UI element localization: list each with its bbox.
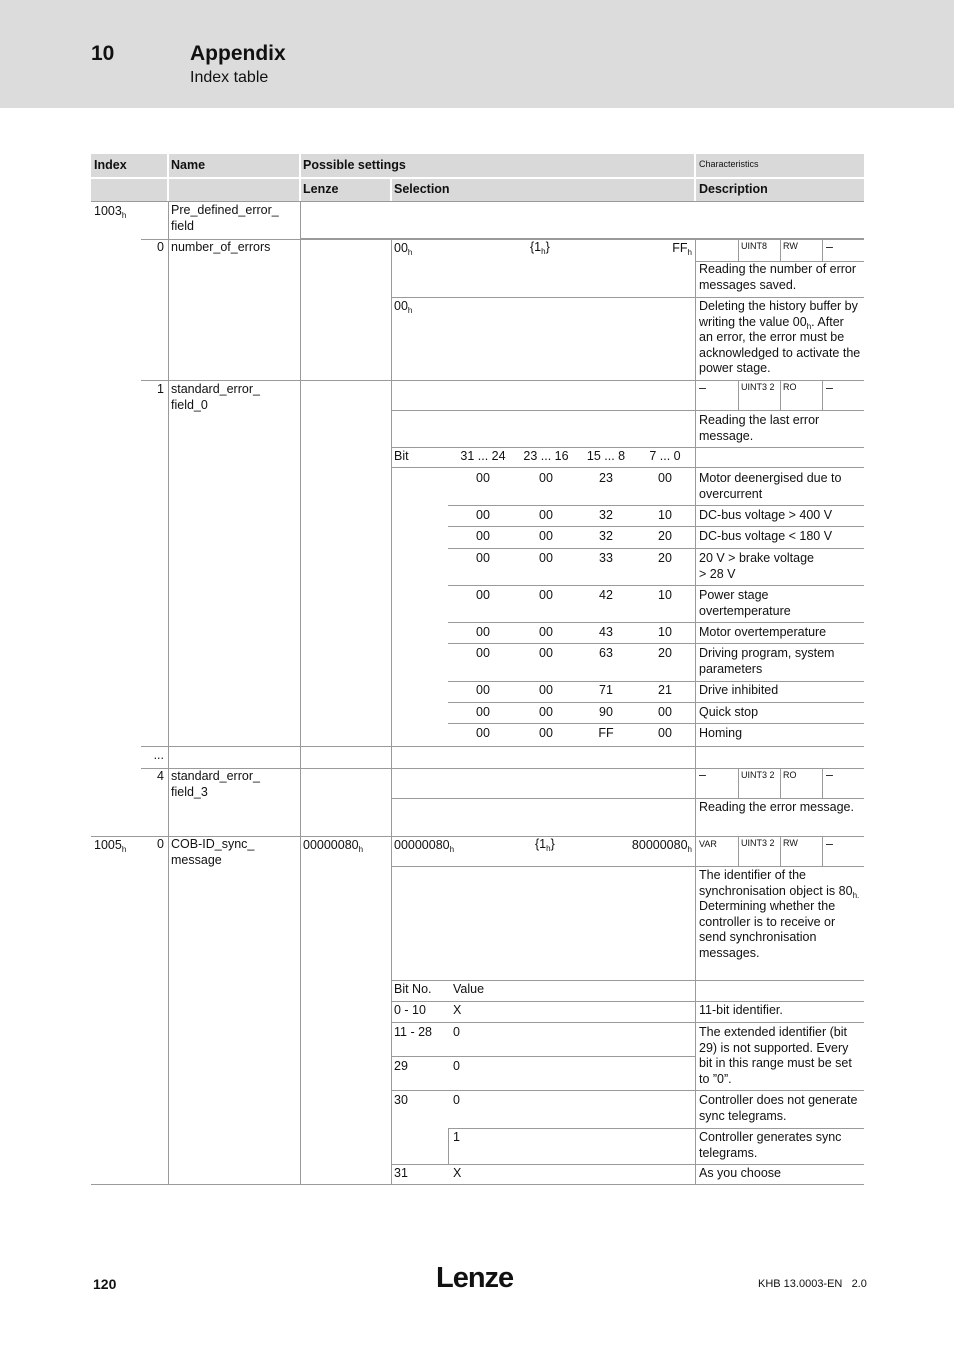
ellipsis-row: ... (153, 748, 164, 762)
attribute: VAR (699, 839, 717, 849)
bit-column-header: 31 ... 24 (460, 449, 506, 463)
bit-number: 11 - 28 (394, 1025, 432, 1039)
access-type: RW (783, 241, 798, 251)
byte-value: 63 (599, 646, 613, 660)
byte-value: 43 (599, 625, 613, 639)
byte-value: 00 (539, 508, 553, 522)
byte-value: 00 (658, 726, 672, 740)
bit-description: Controller generates sync telegrams. (699, 1130, 842, 1160)
characteristic-extra: – (826, 768, 833, 782)
characteristic-extra: – (826, 837, 833, 851)
byte-value: 00 (476, 683, 490, 697)
byte-value: 00 (476, 646, 490, 660)
data-type: UINT3 2 (741, 838, 775, 848)
index-cell-1005: $1005_h$ (94, 838, 127, 854)
bit-value: X (453, 1166, 462, 1180)
column-header-index: Index (94, 158, 127, 172)
error-description: Driving program, system parameters (699, 646, 835, 676)
byte-value: 00 (539, 646, 553, 660)
selection-max: $FF_h$ (672, 241, 692, 257)
lenze-logo: Lenze (436, 1262, 514, 1294)
selection-value: $00_h$ (394, 299, 413, 315)
error-description: Homing (699, 726, 743, 740)
bit-value: X (453, 1003, 462, 1017)
bit-column-header: 15 ... 8 (586, 449, 626, 463)
subindex-cell: 4 (157, 769, 164, 783)
error-description: Drive inhibited (699, 683, 779, 697)
error-description: DC-bus voltage > 400 V (699, 508, 833, 522)
byte-value: 20 (658, 551, 672, 565)
bit-column-header: 23 ... 16 (523, 449, 569, 463)
bit-description: As you choose (699, 1166, 781, 1180)
value-label: Value (453, 982, 485, 996)
byte-value: 10 (658, 625, 672, 639)
selection-step: $\{1_h\}$ (535, 837, 555, 853)
selection-step: $\{1_h\}$ (530, 240, 550, 256)
byte-value: 00 (539, 683, 553, 697)
error-description: Power stage overtemperature (699, 588, 791, 618)
description-cell: Reading the number of error messages saved. (699, 262, 857, 292)
byte-value: 00 (539, 726, 553, 740)
description-cell: Deleting the history buffer by writing the value $00_h$. After an error, the error must be acknowledged to activate the power stage. (699, 299, 861, 375)
byte-value: 00 (476, 529, 490, 543)
byte-value: 00 (658, 471, 672, 485)
error-description: DC-bus voltage < 180 V (699, 529, 833, 543)
name-cell: number_of_errors (171, 240, 271, 254)
byte-value: 00 (476, 726, 490, 740)
bit-number: 30 (394, 1093, 408, 1107)
bit-value: 0 (453, 1093, 460, 1107)
byte-value: 00 (476, 551, 490, 565)
column-header-selection: Selection (394, 182, 450, 196)
access-type: RO (783, 382, 797, 392)
byte-value: 00 (539, 625, 553, 639)
byte-value: 00 (539, 551, 553, 565)
attribute: – (699, 381, 706, 395)
bit-number: 0 - 10 (394, 1003, 426, 1017)
byte-value: 21 (658, 683, 672, 697)
byte-value: 90 (599, 705, 613, 719)
chapter-header (0, 0, 954, 108)
bit-number: 31 (394, 1166, 408, 1180)
byte-value: 00 (658, 705, 672, 719)
document-reference: KHB 13.0003-EN 2.0 (758, 1278, 867, 1290)
error-description: 20 V > brake voltage > 28 V (699, 551, 815, 581)
name-cell: standard_error_ field_0 (171, 382, 260, 412)
name-cell: COB-ID_sync_ message (171, 837, 255, 867)
error-description: Motor deenergised due to overcurrent (699, 471, 842, 501)
byte-value: 00 (539, 588, 553, 602)
error-description: Quick stop (699, 705, 759, 719)
byte-value: 32 (599, 508, 613, 522)
bit-description: Controller does not generate sync telegrams. (699, 1093, 858, 1123)
lenze-default: $00000080_h$ (303, 838, 364, 854)
data-type: UINT3 2 (741, 770, 775, 780)
description-cell: Reading the last error message. (699, 413, 820, 443)
bit-number-label: Bit No. (394, 982, 432, 996)
chapter-number: 10 (91, 42, 115, 65)
column-header-possible-settings: Possible settings (303, 158, 406, 172)
index-cell-1003: $1003_h$ (94, 204, 127, 220)
column-header-characteristics: Characteristics (699, 159, 759, 169)
bit-label: Bit (394, 449, 409, 463)
byte-value: 00 (476, 508, 490, 522)
byte-value: 20 (658, 529, 672, 543)
document-version: 2.0 (851, 1278, 867, 1290)
bit-description: 11-bit identifier. (699, 1003, 783, 1017)
column-header-lenze: Lenze (303, 182, 339, 196)
byte-value: 00 (539, 705, 553, 719)
bit-value: 0 (453, 1025, 460, 1039)
byte-value: 10 (658, 588, 672, 602)
section-title: Index table (190, 69, 269, 86)
bit-description: The extended identifier (bit 29) is not supported. Every bit in this range must be set to ”0”. (699, 1025, 852, 1086)
byte-value: 00 (476, 471, 490, 485)
byte-value: 00 (539, 471, 553, 485)
subindex-cell: 1 (157, 382, 164, 396)
error-description: Motor overtemperature (699, 625, 827, 639)
name-cell: Pre_defined_error_ field (171, 203, 279, 233)
column-header-name: Name (171, 158, 206, 172)
bit-value: 1 (453, 1130, 460, 1144)
bit-column-header: 7 ... 0 (649, 449, 681, 463)
subindex-cell: 0 (157, 837, 164, 851)
page-number: 120 (93, 1276, 117, 1292)
selection-max: $80000080_h$ (631, 838, 692, 854)
byte-value: FF (598, 726, 614, 740)
description-cell: The identifier of the synchronisation object is $80_{h.}$ Determining whether the controller is to receive or send synchronisation messages. (699, 868, 860, 960)
bit-number: 29 (394, 1059, 408, 1073)
name-cell: standard_error_ field_3 (171, 769, 260, 799)
data-type: UINT3 2 (741, 382, 775, 392)
bit-value: 0 (453, 1059, 460, 1073)
byte-value: 00 (476, 588, 490, 602)
byte-value: 71 (599, 683, 613, 697)
byte-value: 32 (599, 529, 613, 543)
attribute: – (699, 768, 706, 782)
byte-value: 20 (658, 646, 672, 660)
characteristic-extra: – (826, 381, 833, 395)
description-cell: Reading the error message. (699, 800, 854, 814)
data-type: UINT8 (741, 241, 768, 251)
byte-value: 00 (476, 705, 490, 719)
byte-value: 42 (599, 588, 613, 602)
byte-value: 00 (539, 529, 553, 543)
byte-value: 23 (599, 471, 613, 485)
access-type: RW (783, 838, 798, 848)
byte-value: 00 (476, 625, 490, 639)
access-type: RO (783, 770, 797, 780)
column-header-description: Description (699, 182, 768, 196)
byte-value: 33 (599, 551, 613, 565)
byte-value: 10 (658, 508, 672, 522)
selection-min: $00_h$ (394, 241, 413, 257)
subindex-cell: 0 (157, 240, 164, 254)
characteristic-extra: – (826, 240, 833, 254)
selection-min: $00000080_h$ (394, 838, 455, 854)
chapter-title: Appendix (190, 42, 286, 65)
